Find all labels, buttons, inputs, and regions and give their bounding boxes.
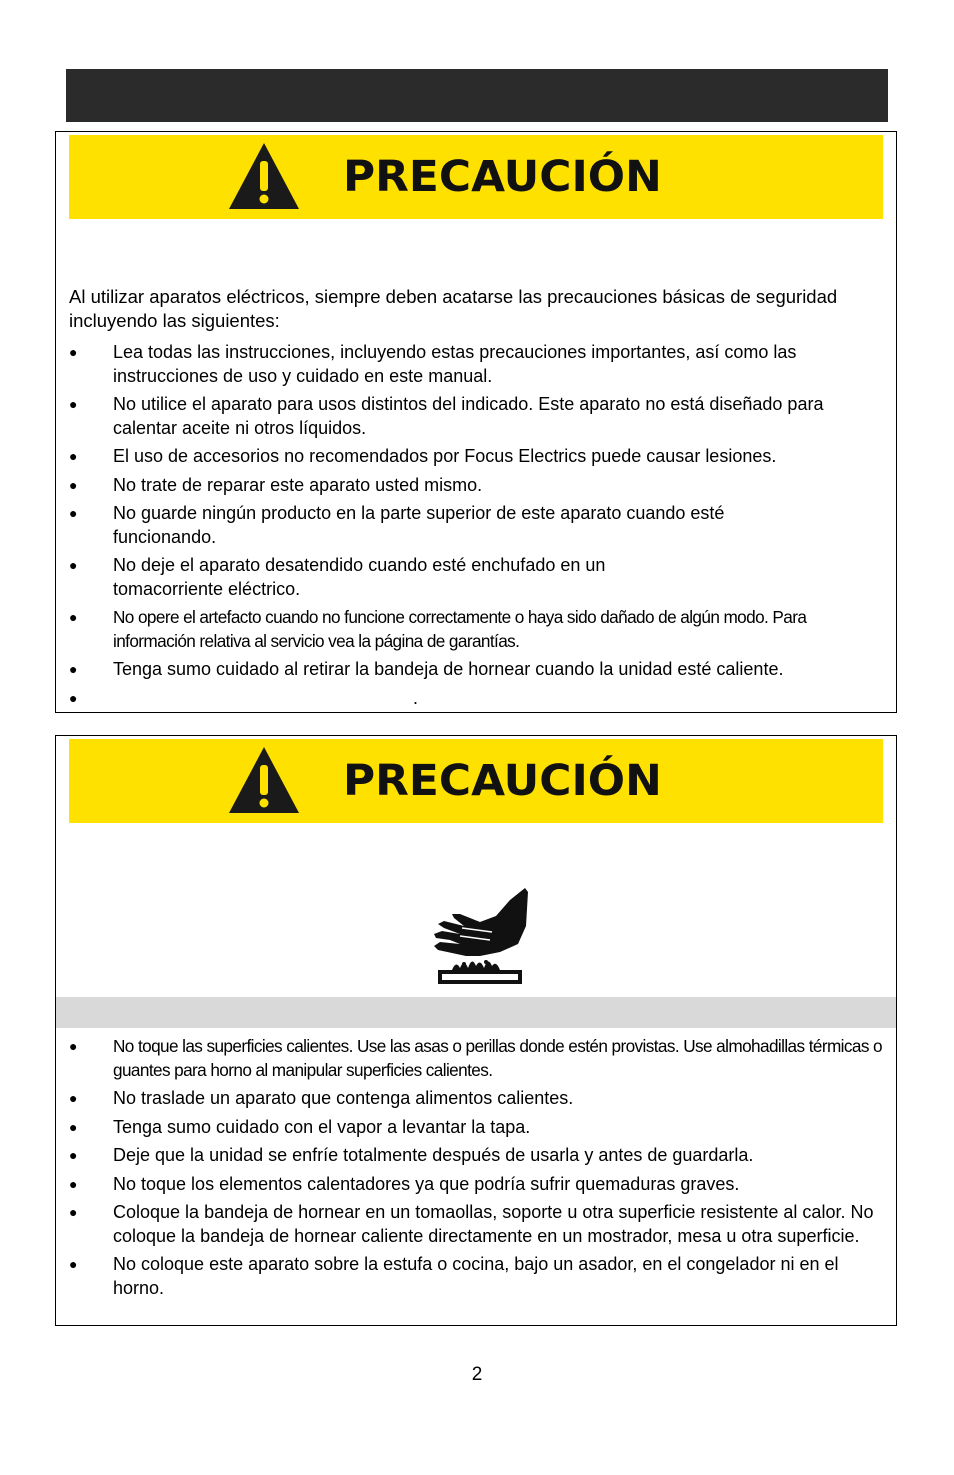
caution-title: PRECAUCIÓN bbox=[343, 756, 662, 806]
list-item: ● No toque las superficies calientes. Use las asas o perillas donde estén provistas. Use almohadillas térmicas o guantes para horno al manipular superficies calientes. bbox=[69, 1036, 882, 1080]
list-item: ● No opere el artefacto cuando no funcione correctamente o haya sido dañado de algún modo. Para información relativa al servicio vea la página de garantías. bbox=[69, 607, 807, 651]
intro-text: Al utilizar aparatos eléctricos, siempre deben acatarse las precauciones básicas de seguridad incluyendo las siguientes: bbox=[69, 286, 838, 331]
list-item: ● No utilice el aparato para usos distintos del indicado. Este aparato no está diseñado para calentar aceite ni otros líquidos. bbox=[69, 394, 824, 438]
caution-box-hot-surfaces bbox=[55, 735, 897, 1326]
list-item: ● No trate de reparar este aparato usted mismo. bbox=[69, 474, 483, 495]
precautions-list bbox=[69, 341, 884, 715]
warning-triangle-icon bbox=[227, 141, 301, 211]
caution-banner bbox=[69, 135, 883, 219]
list-item: ● El uso de accesorios no recomendados por Focus Electrics puede causar lesiones. bbox=[69, 446, 777, 466]
list-item: ● . bbox=[69, 687, 419, 708]
hot-surface-icon bbox=[430, 886, 530, 986]
header-bar bbox=[66, 69, 888, 122]
caution-banner bbox=[69, 739, 883, 823]
list-item: ● No guarde ningún producto en la parte superior de este aparato cuando esté funcionando. bbox=[69, 503, 725, 547]
list-item: ● Tenga sumo cuidado con el vapor a levantar la tapa. bbox=[69, 1116, 531, 1137]
list-item: ● No traslade un aparato que contenga alimentos calientes. bbox=[69, 1088, 574, 1108]
list-item: ● Deje que la unidad se enfríe totalmente después de usarla y antes de guardarla. bbox=[69, 1145, 754, 1165]
caution-box-general bbox=[55, 131, 897, 713]
warning-triangle-icon bbox=[227, 745, 301, 815]
list-item: ● Lea todas las instrucciones, incluyendo estas precauciones importantes, así como las instrucciones de uso y cuidado en este manual. bbox=[69, 342, 797, 386]
hot-surface-precautions-list bbox=[69, 1035, 884, 1305]
page-number: 2 bbox=[471, 1364, 483, 1385]
list-item: ● Coloque la bandeja de hornear en un tomaollas, soporte u otra superficie resistente al calor. No coloque la bandeja de hornear caliente directamente en un mostrador, mesa u otra superficie. bbox=[69, 1202, 874, 1246]
divider-strip bbox=[56, 997, 896, 1028]
caution-title: PRECAUCIÓN bbox=[343, 152, 662, 202]
list-item: ● No toque los elementos calentadores ya que podría sufrir quemaduras graves. bbox=[69, 1173, 740, 1194]
list-item: ● No deje el aparato desatendido cuando esté enchufado en un tomacorriente eléctrico. bbox=[69, 555, 606, 599]
list-item: ● Tenga sumo cuidado al retirar la bandeja de hornear cuando la unidad esté caliente. bbox=[69, 659, 784, 679]
list-item: ● No coloque este aparato sobre la estufa o cocina, bajo un asador, en el congelador ni en el horno. bbox=[69, 1254, 839, 1298]
